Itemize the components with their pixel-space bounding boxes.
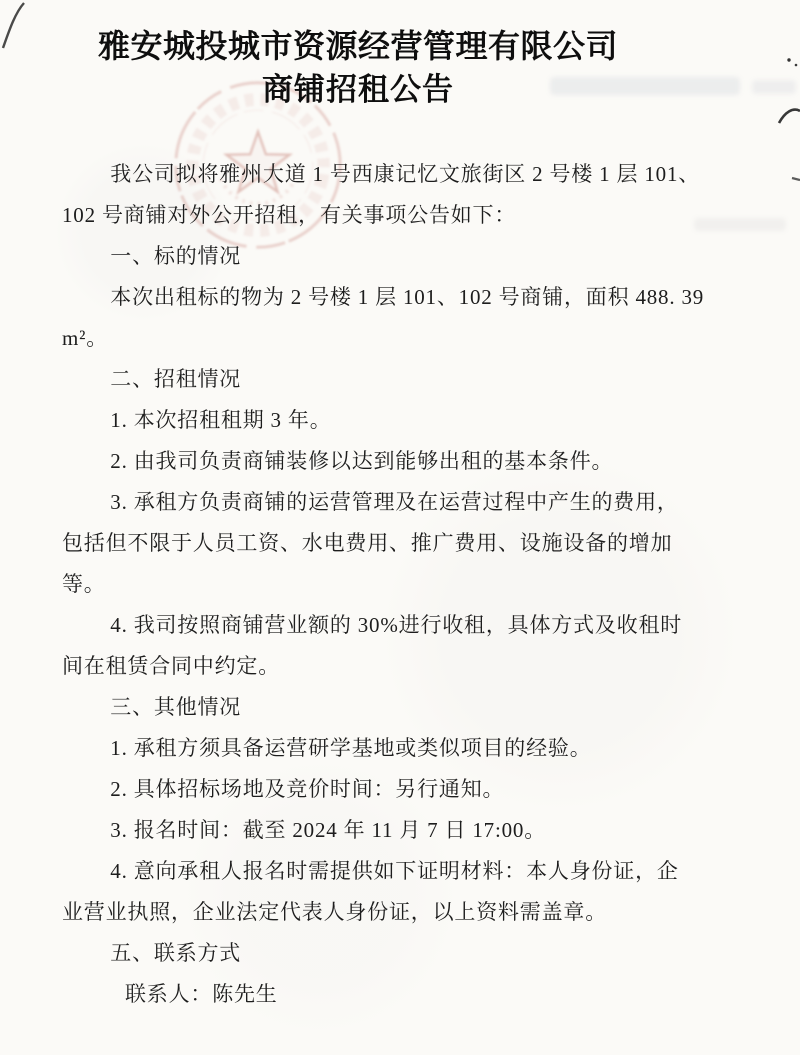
body-line-20: 五、联系方式 xyxy=(110,941,242,965)
bleedthrough-smudge xyxy=(694,218,786,231)
body-line-4: 本次出租标的物为 2 号楼 1 层 101、102 号商铺，面积 488. 39 xyxy=(110,285,705,309)
body-line-12: 4. 我司按照商铺营业额的 30%进行收租，具体方式及收租时 xyxy=(110,613,683,637)
body-line-7: 1. 本次招租租期 3 年。 xyxy=(110,408,332,432)
body-line-2: 102 号商铺对外公开招租，有关事项公告如下： xyxy=(62,203,517,227)
title-block xyxy=(45,24,671,112)
pen-arc-mark xyxy=(779,110,800,123)
body-line-3: 一、标的情况 xyxy=(110,244,242,268)
body-line-17: 3. 报名时间：截至 2024 年 11 月 7 日 17:00。 xyxy=(110,818,547,842)
body-line-8: 2. 由我司负责商铺装修以达到能够出租的基本条件。 xyxy=(110,449,614,473)
body-line-14: 三、其他情况 xyxy=(110,695,242,719)
body-line-16: 2. 具体招标场地及竞价时间：另行通知。 xyxy=(110,777,505,801)
bleedthrough-smudge xyxy=(752,80,796,94)
announcement-title: 商铺招租公告 xyxy=(262,72,454,107)
corner-hair-mark xyxy=(3,3,24,48)
body-line-6: 二、招租情况 xyxy=(110,367,242,391)
body-line-9: 3. 承租方负责商铺的运营管理及在运营过程中产生的费用， xyxy=(110,490,679,514)
company-name-title: 雅安城投城市资源经营管理有限公司 xyxy=(97,28,618,64)
body-line-19: 业营业执照，企业法定代表人身份证，以上资料需盖章。 xyxy=(62,900,607,924)
ink-dot xyxy=(787,58,790,61)
announcement-body xyxy=(62,154,705,1015)
body-line-1: 我公司拟将雅州大道 1 号西康记忆文旅街区 2 号楼 1 层 101、 xyxy=(110,162,701,186)
body-line-13: 间在租赁合同中约定。 xyxy=(62,654,280,678)
body-line-21: 联系人：陈先生 xyxy=(125,982,278,1006)
dash-mark xyxy=(792,178,800,180)
ink-dot xyxy=(795,64,798,67)
body-line-18: 4. 意向承租人报名时需提供如下证明材料：本人身份证，企 xyxy=(110,859,679,883)
body-line-15: 1. 承租方须具备运营研学基地或类似项目的经验。 xyxy=(110,736,592,760)
body-line-10: 包括但不限于人员工资、水电费用、推广费用、设施设备的增加 xyxy=(62,531,673,555)
body-line-5: m²。 xyxy=(62,326,109,350)
body-line-11: 等。 xyxy=(62,572,106,596)
